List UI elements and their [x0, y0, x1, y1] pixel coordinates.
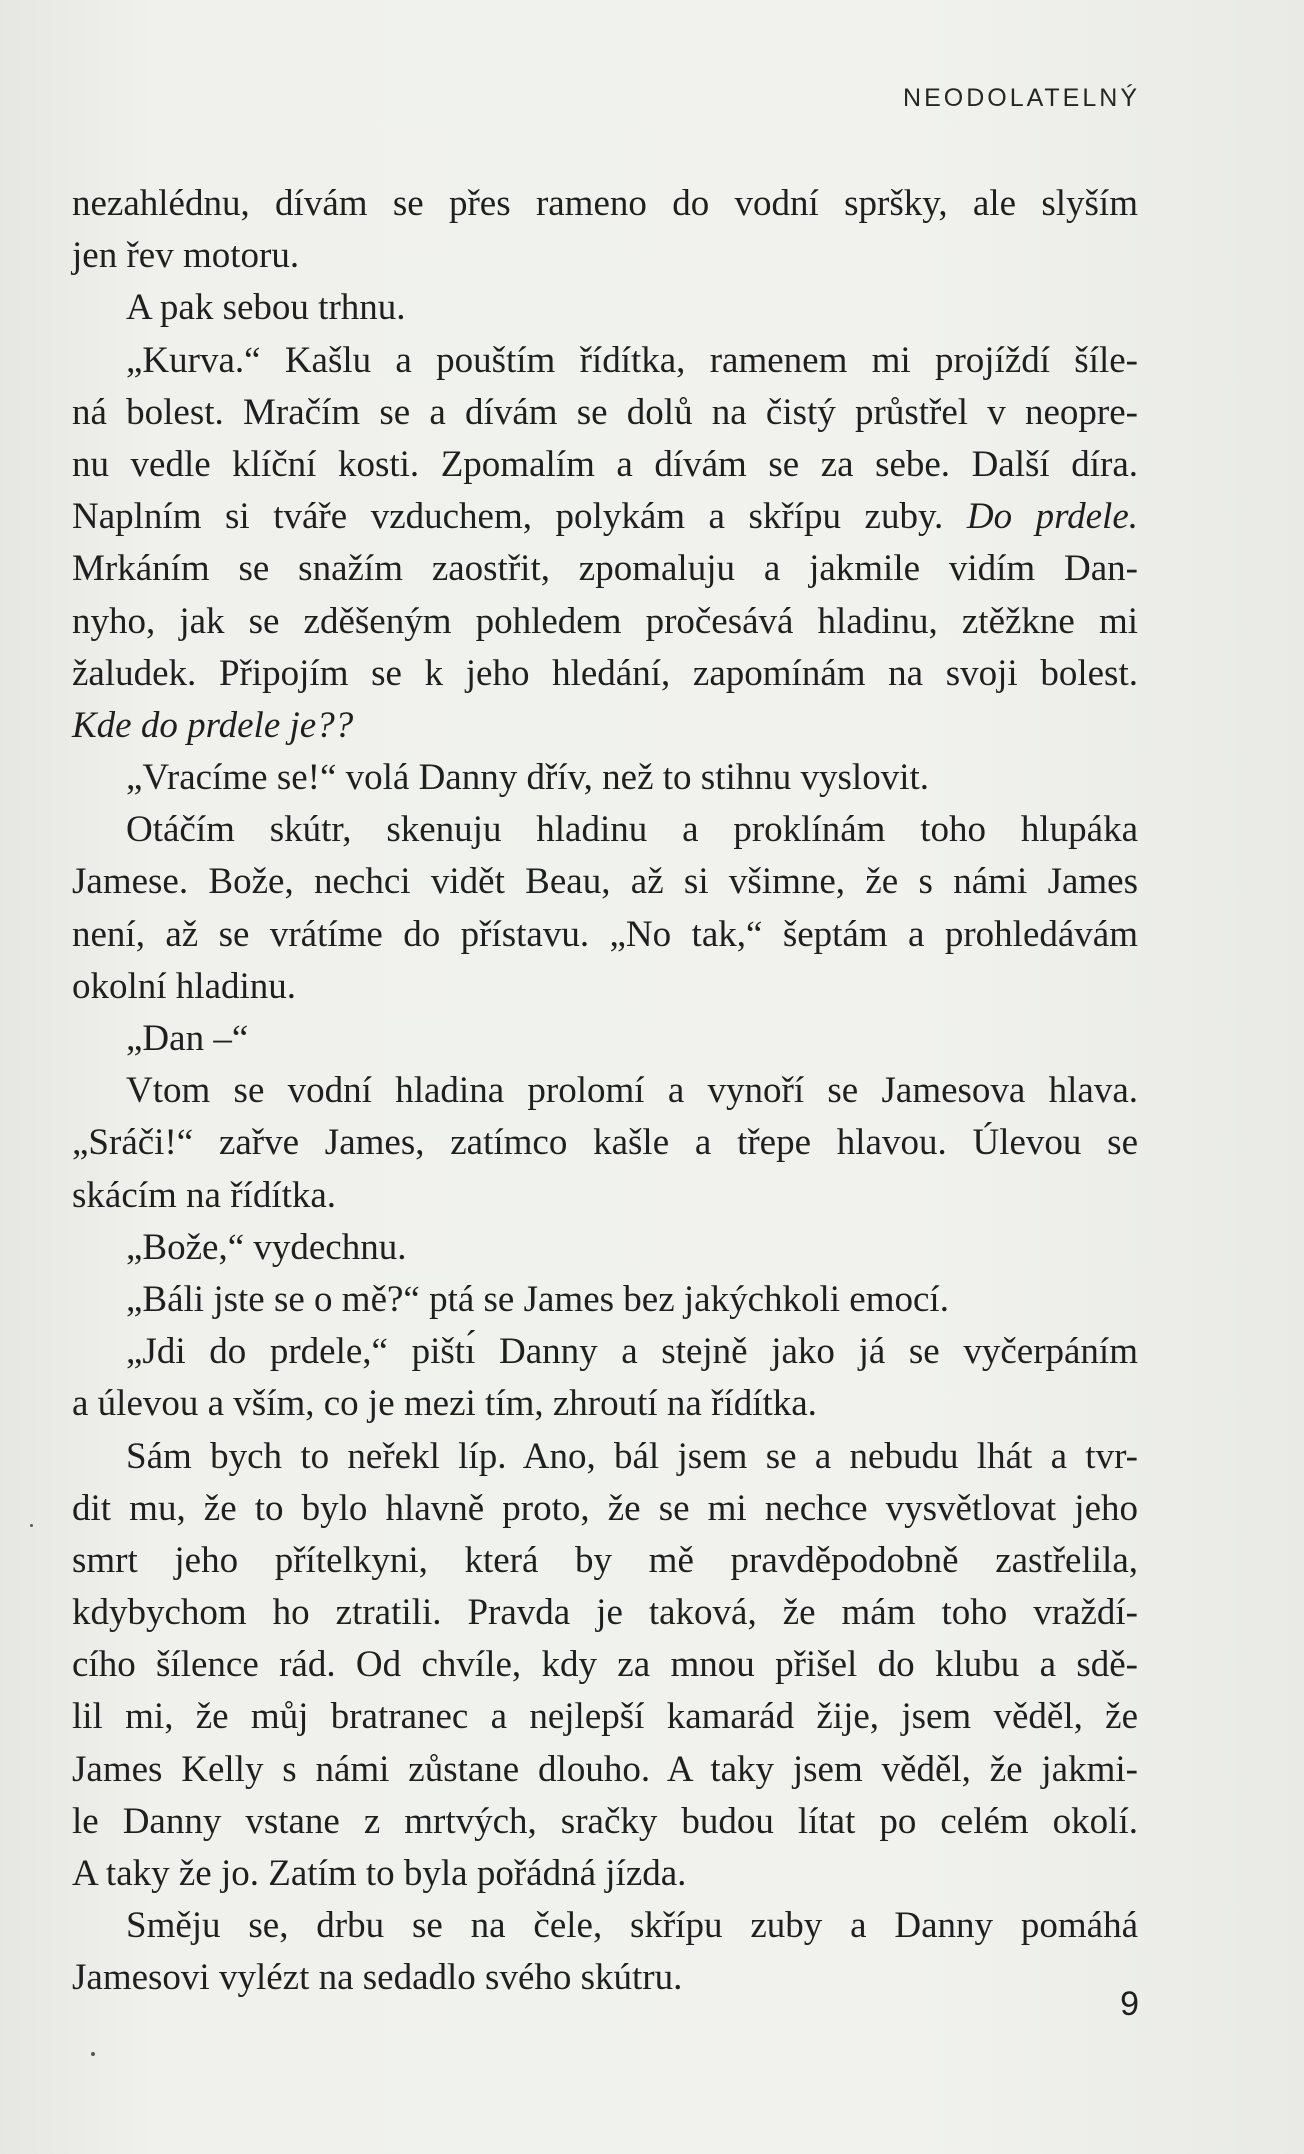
line-text: Směju se, drbu se na čele, skřípu zuby a Danny pomáhá	[126, 1905, 1138, 1947]
text-line	[72, 543, 1138, 595]
text-line	[72, 700, 1138, 752]
line-text: nezahlédnu, dívám se přes rameno do vodní spršky, ale slyším	[72, 183, 1138, 224]
text-line	[72, 1222, 1138, 1274]
line-text: nu vedle klíční kosti. Zpomalím a dívám se za sebe. Další díra.	[72, 443, 1138, 485]
text-line	[72, 491, 1138, 543]
text-line	[72, 282, 1138, 334]
text-line	[72, 1848, 1138, 1900]
line-italic-text: Do prdele.	[966, 496, 1138, 538]
text-line	[72, 1326, 1138, 1378]
line-text: lil mi, že můj bratranec a nejlepší kamarád žije, jsem věděl, že	[72, 1696, 1138, 1738]
line-text: cího šílence rád. Od chvíle, kdy za mnou přišel do klubu a sdě-	[72, 1644, 1138, 1686]
text-line	[72, 335, 1138, 387]
line-text: nyho, jak se zděšeným pohledem pročesává hladinu, ztěžkne mi	[72, 600, 1138, 642]
line-text: Kde do prdele je??	[72, 704, 354, 746]
text-line	[72, 1952, 1138, 2004]
line-text: „Sráči!“ zařve James, zatímco kašle a třepe hlavou. Úlevou se	[72, 1122, 1138, 1164]
line-text: James Kelly s námi zůstane dlouho. A taky jsem věděl, že jakmi-	[72, 1748, 1138, 1790]
line-text: žaludek. Připojím se k jeho hledání, zapomínám na svoji bolest.	[72, 652, 1138, 694]
text-line	[72, 648, 1138, 700]
line-text: dit mu, že to bylo hlavně proto, že se mi nechce vysvětlovat jeho	[72, 1487, 1138, 1529]
text-line	[72, 1535, 1138, 1587]
text-line	[72, 804, 1138, 856]
paper-speck	[91, 2052, 95, 2056]
text-line	[72, 178, 1138, 230]
line-text: „Bože,“ vydechnu.	[126, 1226, 407, 1268]
text-line	[72, 856, 1138, 908]
page-number: 9	[1120, 1985, 1139, 2023]
paper-speck	[30, 1524, 33, 1527]
text-line	[72, 596, 1138, 648]
line-text: „Báli jste se o mě?“ ptá se James bez jakýchkoli emocí.	[126, 1278, 949, 1320]
line-text: A pak sebou trhnu.	[126, 287, 406, 329]
line-text: a úlevou a vším, co je mezi tím, zhroutí na řídítka.	[72, 1383, 817, 1425]
line-text: ná bolest. Mračím se a dívám se dolů na čistý průstřel v neopre-	[72, 391, 1138, 433]
line-text: Sám bych to neřekl líp. Ano, bál jsem se a nebudu lhát a tvr-	[126, 1435, 1138, 1477]
line-text: Otáčím skútr, skenuju hladinu a proklínám toho hlupáka	[126, 809, 1138, 851]
text-line	[72, 1639, 1138, 1691]
line-text: „Jdi do prdele,“ pištı́ Danny a stejně jako já se vyčerpáním	[126, 1331, 1138, 1373]
line-text: kdybychom ho ztratili. Pravda je taková, že mám toho vraždí-	[72, 1592, 1138, 1634]
running-header: NEODOLATELNÝ	[903, 84, 1140, 112]
line-text: okolní hladinu.	[72, 965, 297, 1007]
line-text: skácím na řídítka.	[72, 1174, 337, 1216]
text-line	[72, 961, 1138, 1013]
text-line	[72, 752, 1138, 804]
text-line	[72, 1117, 1138, 1169]
line-text: „Vracíme se!“ volá Danny dřív, než to stihnu vyslovit.	[126, 757, 929, 799]
line-text: le Danny vstane z mrtvých, sračky budou lítat po celém okolí.	[72, 1800, 1138, 1842]
text-line	[72, 909, 1138, 961]
line-text: Mrkáním se snažím zaostřit, zpomaluju a jakmile vidím Dan-	[72, 548, 1138, 590]
line-text: A taky že jo. Zatím to byla pořádná jízda.	[72, 1853, 687, 1894]
text-line	[72, 1483, 1138, 1535]
line-text: není, až se vrátíme do přístavu. „No tak,“ šeptám a prohledávám	[72, 913, 1138, 955]
line-text: Jamese. Bože, nechci vidět Beau, až si všimne, že s námi James	[72, 861, 1138, 903]
line-text: Jamesovi vylézt na sedadlo svého skútru.	[72, 1957, 683, 1999]
text-line	[72, 230, 1138, 282]
text-line	[72, 387, 1138, 439]
body-text	[72, 178, 1138, 2005]
text-line	[72, 1796, 1138, 1848]
text-line	[72, 1900, 1138, 1952]
text-line	[72, 1691, 1138, 1743]
line-text: „Dan –“	[126, 1018, 249, 1059]
text-line	[72, 439, 1138, 491]
text-line	[72, 1170, 1138, 1222]
line-text: Vtom se vodní hladina prolomí a vynoří se Jamesova hlava.	[126, 1070, 1138, 1112]
text-line	[72, 1274, 1138, 1326]
text-line	[72, 1431, 1138, 1483]
text-line	[72, 1013, 1138, 1065]
line-text: jen řev motoru.	[72, 235, 300, 277]
line-text: Naplním si tváře vzduchem, polykám a skřípu zuby.	[72, 496, 967, 538]
text-line	[72, 1587, 1138, 1639]
text-line	[72, 1065, 1138, 1117]
text-line	[72, 1378, 1138, 1430]
line-text: „Kurva.“ Kašlu a pouštím řídítka, ramenem mi projíždí šíle-	[126, 339, 1138, 381]
text-line	[72, 1744, 1138, 1796]
line-text: smrt jeho přítelkyni, která by mě pravděpodobně zastřelila,	[72, 1539, 1138, 1581]
